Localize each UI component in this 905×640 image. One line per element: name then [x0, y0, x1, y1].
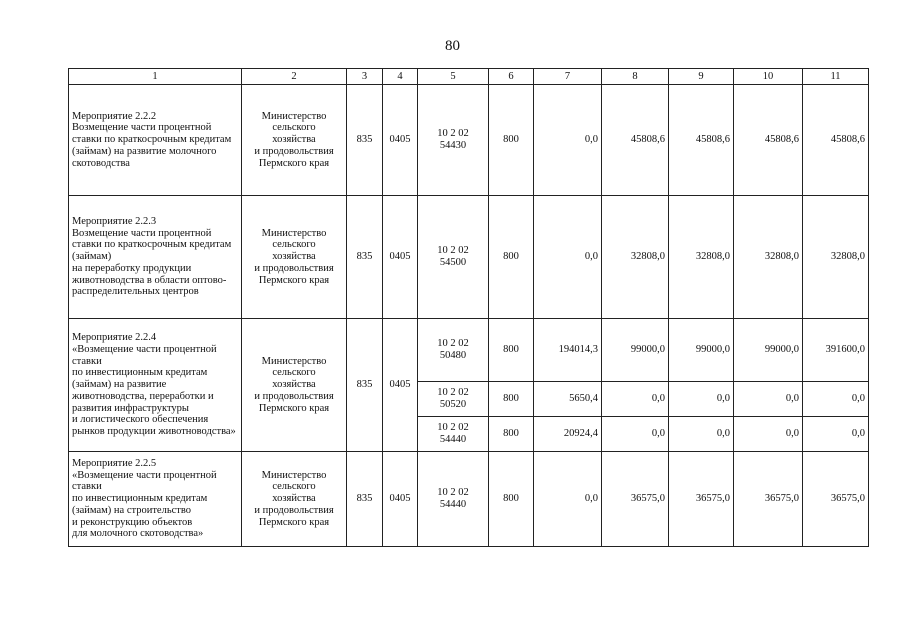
section-cell: 0405	[383, 452, 418, 547]
value-cell: 32808,0	[669, 196, 734, 319]
value-cell: 36575,0	[734, 452, 803, 547]
grbs-cell: 835	[347, 85, 383, 196]
grbs-cell: 835	[347, 319, 383, 452]
value-cell: 45808,6	[669, 85, 734, 196]
value-cell: 0,0	[734, 417, 803, 452]
header-cell: 8	[602, 69, 669, 85]
expense-type-cell: 800	[489, 382, 534, 417]
value-cell: 36575,0	[803, 452, 869, 547]
expense-type-cell: 800	[489, 85, 534, 196]
header-cell: 4	[383, 69, 418, 85]
measure-cell: Мероприятие 2.2.4 «Возмещение части процентной ставки по инвестиционным кредитам (займам) на развитие животноводства, переработки и развития инфраструктуры и логистического обеспечения рынков продукции животноводства»	[69, 319, 242, 452]
expense-type-cell: 800	[489, 452, 534, 547]
value-cell: 36575,0	[669, 452, 734, 547]
value-cell: 45808,6	[602, 85, 669, 196]
value-cell: 0,0	[669, 382, 734, 417]
ministry-cell: Министерство сельского хозяйства и продовольствия Пермского края	[242, 85, 347, 196]
value-cell: 0,0	[534, 452, 602, 547]
value-cell: 0,0	[602, 382, 669, 417]
section-cell: 0405	[383, 196, 418, 319]
page-number: 80	[445, 38, 460, 54]
value-cell: 391600,0	[803, 319, 869, 382]
header-cell: 5	[418, 69, 489, 85]
measure-cell: Мероприятие 2.2.3 Возмещение части процентной ставки по краткосрочным кредитам (займам) на переработку продукции животноводства в области оптово-распределительных центров	[69, 196, 242, 319]
expense-type-cell: 800	[489, 417, 534, 452]
value-cell: 0,0	[534, 196, 602, 319]
header-row	[69, 69, 869, 85]
header-cell: 7	[534, 69, 602, 85]
value-cell: 0,0	[534, 85, 602, 196]
measure-cell: Мероприятие 2.2.5 «Возмещение части процентной ставки по инвестиционным кредитам (займам) на строительство и реконструкцию объектов для молочного скотоводства»	[69, 452, 242, 547]
section-cell: 0405	[383, 319, 418, 452]
header-cell: 1	[69, 69, 242, 85]
header-cell: 2	[242, 69, 347, 85]
value-cell: 0,0	[669, 417, 734, 452]
value-cell: 45808,6	[734, 85, 803, 196]
value-cell: 32808,0	[803, 196, 869, 319]
value-cell: 99000,0	[669, 319, 734, 382]
header-cell: 11	[803, 69, 869, 85]
budget-table	[68, 68, 869, 547]
ministry-cell: Министерство сельского хозяйства и продовольствия Пермского края	[242, 319, 347, 452]
value-cell: 99000,0	[734, 319, 803, 382]
table-row	[69, 85, 869, 196]
target-item-cell: 10 2 02 54440	[418, 452, 489, 547]
value-cell: 0,0	[734, 382, 803, 417]
grbs-cell: 835	[347, 196, 383, 319]
table-row	[69, 319, 869, 382]
target-item-cell: 10 2 02 50520	[418, 382, 489, 417]
measure-cell: Мероприятие 2.2.2 Возмещение части процентной ставки по краткосрочным кредитам (займам) на развитие молочного скотоводства	[69, 85, 242, 196]
table-row	[69, 452, 869, 547]
header-cell: 3	[347, 69, 383, 85]
header-cell: 6	[489, 69, 534, 85]
value-cell: 36575,0	[602, 452, 669, 547]
table-row	[69, 196, 869, 319]
value-cell: 0,0	[803, 417, 869, 452]
expense-type-cell: 800	[489, 319, 534, 382]
value-cell: 20924,4	[534, 417, 602, 452]
value-cell: 45808,6	[803, 85, 869, 196]
value-cell: 99000,0	[602, 319, 669, 382]
header-cell: 10	[734, 69, 803, 85]
value-cell: 194014,3	[534, 319, 602, 382]
target-item-cell: 10 2 02 50480	[418, 319, 489, 382]
target-item-cell: 10 2 02 54440	[418, 417, 489, 452]
value-cell: 0,0	[602, 417, 669, 452]
expense-type-cell: 800	[489, 196, 534, 319]
ministry-cell: Министерство сельского хозяйства и продовольствия Пермского края	[242, 196, 347, 319]
value-cell: 32808,0	[602, 196, 669, 319]
value-cell: 0,0	[803, 382, 869, 417]
ministry-cell: Министерство сельского хозяйства и продовольствия Пермского края	[242, 452, 347, 547]
section-cell: 0405	[383, 85, 418, 196]
value-cell: 32808,0	[734, 196, 803, 319]
target-item-cell: 10 2 02 54500	[418, 196, 489, 319]
header-cell: 9	[669, 69, 734, 85]
grbs-cell: 835	[347, 452, 383, 547]
target-item-cell: 10 2 02 54430	[418, 85, 489, 196]
value-cell: 5650,4	[534, 382, 602, 417]
